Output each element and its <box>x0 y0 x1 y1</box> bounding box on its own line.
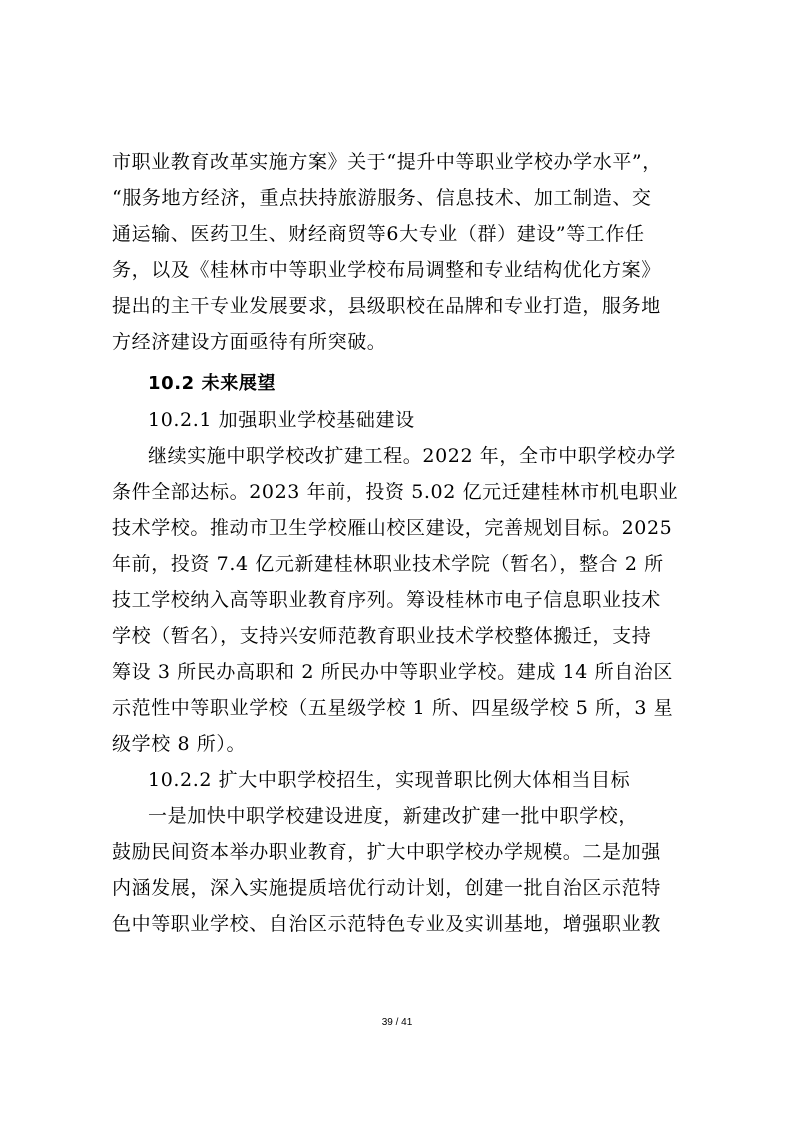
section-heading: 10.2 未来展望 <box>148 373 277 394</box>
body-text-line: 方经济建设方面亟待有所突破。 <box>112 331 387 353</box>
subsection-heading: 10.2.2 扩大中职学校招生，实现普职比例大体相当目标 <box>148 769 631 791</box>
body-text-line: 继续实施中职学校改扩建工程。2022 年，全市中职学校办学 <box>148 445 676 467</box>
subsection-heading: 10.2.1 加强职业学校基础建设 <box>148 409 415 431</box>
body-text-line: 鼓励民间资本举办职业教育，扩大中职学校办学规模。二是加强 <box>112 841 661 863</box>
body-text-line: 学校（暂名），支持兴安师范教育职业技术学校整体搬迁，支持 <box>112 625 652 647</box>
body-text-line: 市职业教育改革实施方案》关于“提升中等职业学校办学水平”， <box>112 151 662 173</box>
body-text-line: 提出的主干专业发展要求，县级职校在品牌和专业打造，服务地 <box>112 295 661 317</box>
body-text-line: “服务地方经济，重点扶持旅游服务、信息技术、加工制造、交 <box>112 187 652 209</box>
body-text-line: 示范性中等职业学校（五星级学校 1 所、四星级学校 5 所，3 星 <box>112 697 674 719</box>
body-text-line: 技工学校纳入高等职业教育序列。筹设桂林市电子信息职业技术 <box>112 589 661 611</box>
body-text-line: 通运输、医药卫生、财经商贸等6大专业（群）建设”等工作任 <box>112 223 645 245</box>
body-text-line: 筹设 3 所民办高职和 2 所民办中等职业学校。建成 14 所自治区 <box>112 661 673 683</box>
body-text-line: 一是加快中职学校建设进度，新建改扩建一批中职学校， <box>148 805 639 827</box>
page-number: 39 / 41 <box>381 1017 413 1028</box>
body-text-line: 级学校 8 所）。 <box>112 733 247 755</box>
body-text-line: 年前，投资 7.4 亿元新建桂林职业技术学院（暂名），整合 2 所 <box>112 553 664 575</box>
body-text-line: 色中等职业学校、自治区示范特色专业及实训基地，增强职业教 <box>112 913 661 935</box>
body-text-line: 内涵发展，深入实施提质培优行动计划，创建一批自治区示范特 <box>112 877 661 899</box>
body-text-line: 务，以及《桂林市中等职业学校布局调整和专业结构优化方案》 <box>112 259 661 281</box>
body-text-line: 条件全部达标。2023 年前，投资 5.02 亿元迁建桂林市机电职业 <box>112 481 679 503</box>
body-text-line: 技术学校。推动市卫生学校雁山校区建设，完善规划目标。2025 <box>112 517 673 539</box>
